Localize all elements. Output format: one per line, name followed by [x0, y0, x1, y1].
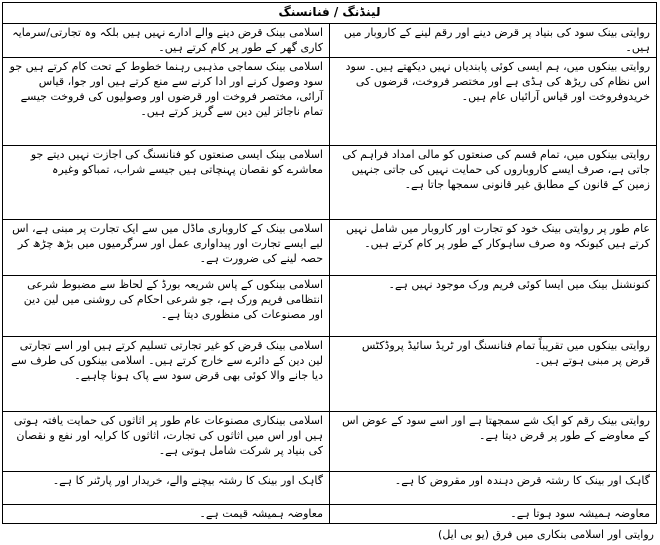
table-heading: لینڈنگ / فنانسنگ	[3, 3, 657, 24]
table-header-row	[3, 3, 657, 24]
conventional-cell: گاہک اور بینک کا رشتہ قرض دہندہ اور مقروض کا ہے۔	[330, 472, 657, 505]
islamic-cell: معاوضہ ہمیشہ قیمت ہے۔	[3, 505, 330, 524]
conventional-cell: روایتی بینک سود کی بنیاد پر قرض دینے اور رقم لینے کے کاروبار میں ہیں۔	[330, 24, 657, 58]
islamic-cell: اسلامی بینک سماجی مذہبی رہنما خطوط کے تحت کام کرتے ہیں جو سود وصول کرنے اور ادا کرنے سے منع کرتے ہیں اور جوا، قیاس آرائی، مختصر فروخت اور قرضوں اور وصولیوں کی فروخت جیسے تمام ناجائز لین دین سے گریز کرتے ہیں۔	[3, 58, 330, 146]
islamic-cell: اسلامی بینک قرض دینے والے ادارے نہیں ہیں بلکہ وہ تجارتی/سرمایہ کاری گھر کے طور پر کام کرتے ہیں۔	[3, 24, 330, 58]
conventional-cell: معاوضہ ہمیشہ سود ہوتا ہے۔	[330, 505, 657, 524]
islamic-cell: اسلامی بینک ایسی صنعتوں کو فنانسنگ کی اجازت نہیں دیتے جو معاشرے کو نقصان پہنچاتی ہیں جیسے شراب، تمباکو وغیرہ	[3, 146, 330, 220]
table-row	[3, 276, 657, 337]
conventional-cell: روایتی بینکوں میں تقریباً تمام فنانسنگ اور ٹریڈ سائیڈ پروڈکٹس قرض پر مبنی ہوتے ہیں۔	[330, 337, 657, 412]
table-row	[3, 472, 657, 505]
table-row	[3, 412, 657, 472]
islamic-cell: اسلامی بینکوں کے پاس شریعہ بورڈ کے لحاظ سے مضبوط شرعی انتظامی فریم ورک ہے، جو شرعی احکام کی روشنی میں لین دین اور مصنوعات کی منظوری دیتا ہے۔	[3, 276, 330, 337]
islamic-cell: اسلامی بینک قرض کو غیر تجارتی تسلیم کرتے ہیں اور اسے تجارتی لین دین کے دائرے سے خارج کرتے ہیں۔ اسلامی بینکوں کی طرف سے دیا جانے والا کوئی بھی قرض سود سے پاک ہونا چاہیے۔	[3, 337, 330, 412]
table-row	[3, 146, 657, 220]
conventional-cell: روایتی بینکوں میں، تمام قسم کی صنعتوں کو مالی امداد فراہم کی جاتی ہے، صرف ایسے کاروباروں کی حمایت نہیں کی جاتی جنہیں زمین کے قانون کے مطابق غیر قانونی سمجھا جاتا ہے۔	[330, 146, 657, 220]
islamic-cell: گاہک اور بینک کا رشتہ بیچنے والے، خریدار اور پارٹنر کا ہے۔	[3, 472, 330, 505]
conventional-cell: روایتی بینک رقم کو ایک شے سمجھتا ہے اور اسے سود کے عوض اس کے معاوضے کے طور پر قرض دیتا ہے۔	[330, 412, 657, 472]
table-row	[3, 337, 657, 412]
conventional-cell: عام طور پر روایتی بینک خود کو تجارت اور کاروبار میں شامل نہیں کرتے ہیں کیونکہ وہ صرف ساہوکار کے طور پر کام کرتے ہیں۔	[330, 220, 657, 276]
source-caption: روایتی اور اسلامی بنکاری میں فرق (یو بی ایل)	[438, 528, 654, 541]
comparison-table	[2, 2, 657, 524]
table-row	[3, 220, 657, 276]
table-row	[3, 505, 657, 524]
comparison-document	[2, 2, 656, 524]
islamic-cell: اسلامی بینکاری مصنوعات عام طور پر اثاثوں کی حمایت یافتہ ہوتی ہیں اور اس میں اثاثوں کی تجارت، اثاثوں کا کرایہ اور نفع و نقصان کی بنیاد پر شرکت شامل ہوتی ہے۔	[3, 412, 330, 472]
table-row	[3, 58, 657, 146]
table-row	[3, 24, 657, 58]
conventional-cell: روایتی بینکوں میں، ہم ایسی کوئی پابندیاں نہیں دیکھتے ہیں۔ سود اس نظام کی ریڑھ کی ہڈی ہے اور مختصر فروخت، قرضوں کی خریدوفروخت اور قیاس آرائیاں عام ہیں۔	[330, 58, 657, 146]
islamic-cell: اسلامی بینک کے کاروباری ماڈل میں سے ایک تجارت پر مبنی ہے، اس لیے ایسے تجارت اور پیداواری عمل اور سرگرمیوں میں بڑھ چڑھ کر حصہ لینے کی ضرورت ہے۔	[3, 220, 330, 276]
conventional-cell: کنونشنل بینک میں ایسا کوئی فریم ورک موجود نہیں ہے۔	[330, 276, 657, 337]
